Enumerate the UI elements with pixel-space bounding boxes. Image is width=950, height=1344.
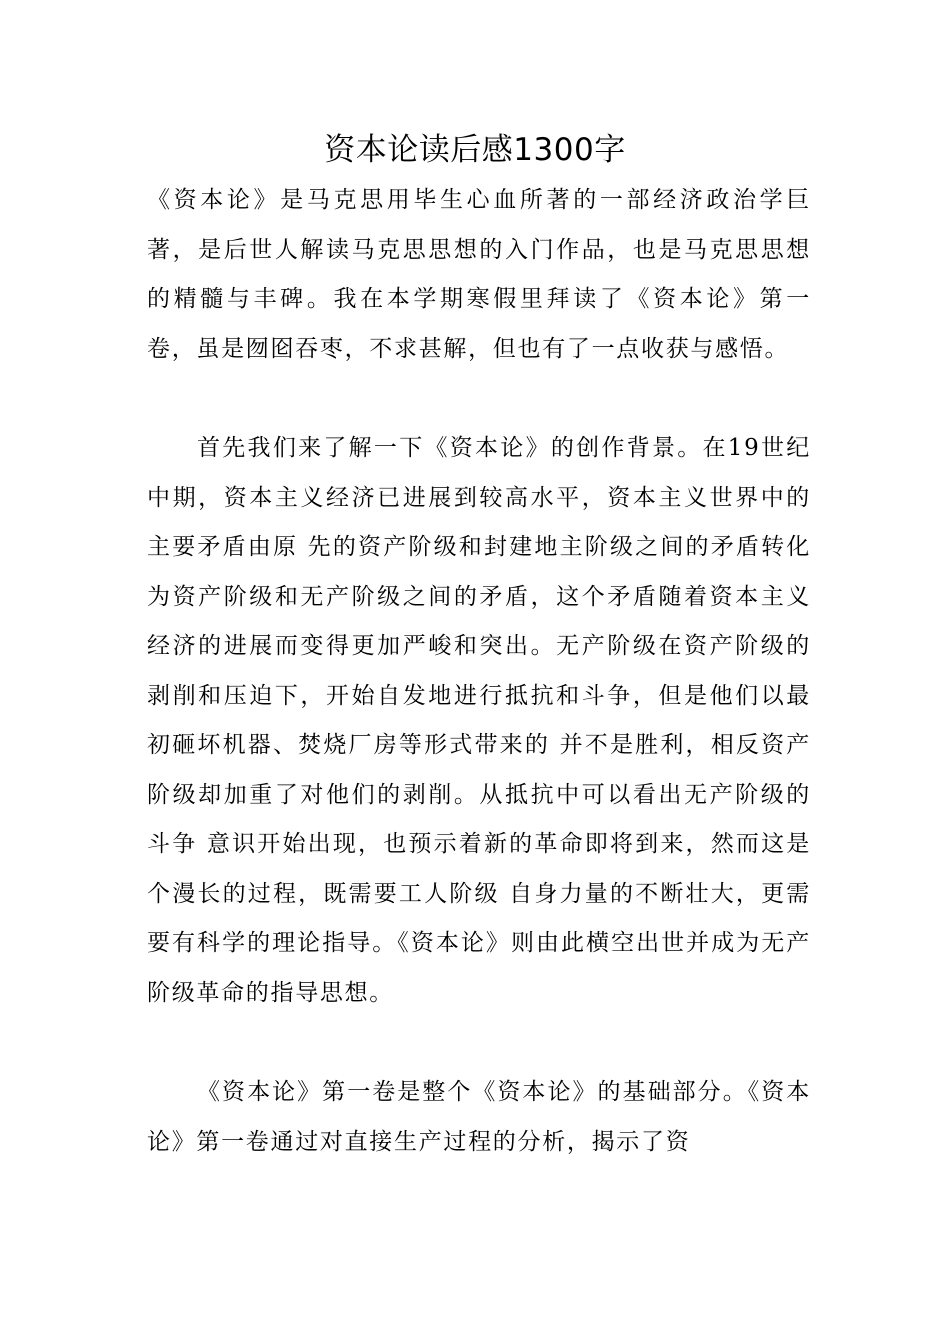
document-title: 资本论读后感1300字 (324, 132, 626, 168)
paragraph-intro: 《资本论》是马克思用毕生心血所著的一部经济政治学巨著，是后世人解读马克思思想的入门作品，也是马克思思想的精髓与丰碑。我在本学期寒假里拜读了《资本论》第一卷，虽是囫囵吞枣，不求甚解，但也有了一点收获与感悟。 (147, 187, 811, 362)
paragraph-background: 首先我们来了解一下《资本论》的创作背景。在19世纪中期，资本主义经济已进展到较高水平，资本主义世界中的主要矛盾由原 先的资产阶级和封建地主阶级之间的矛盾转化为资产阶级和无产阶级之间的矛盾，这个矛盾随着资本主义经济的进展而变得更加严峻和突出。无产阶级在资产阶级的剥削和压迫下，开始自发地进行抵抗和斗争，但是他们以最初砸坏机器、焚烧厂房等形式带来的 并不是胜利，相反资产阶级却加重了对他们的剥削。从抵抗中可以看出无产阶级的斗争 意识开始出现，也预示着新的革命即将到来，然而这是个漫长的过程，既需要工人阶级 自身力量的不断壮大，更需要有科学的理论指导。《资本论》则由此横空出世并成为无产阶级革命的指导思想。 (147, 435, 811, 1006)
document-body (147, 176, 811, 1167)
paragraph-volume-one: 《资本论》第一卷是整个《资本论》的基础部分。《资本论》第一卷通过对直接生产过程的分析，揭示了资 (147, 1079, 811, 1155)
